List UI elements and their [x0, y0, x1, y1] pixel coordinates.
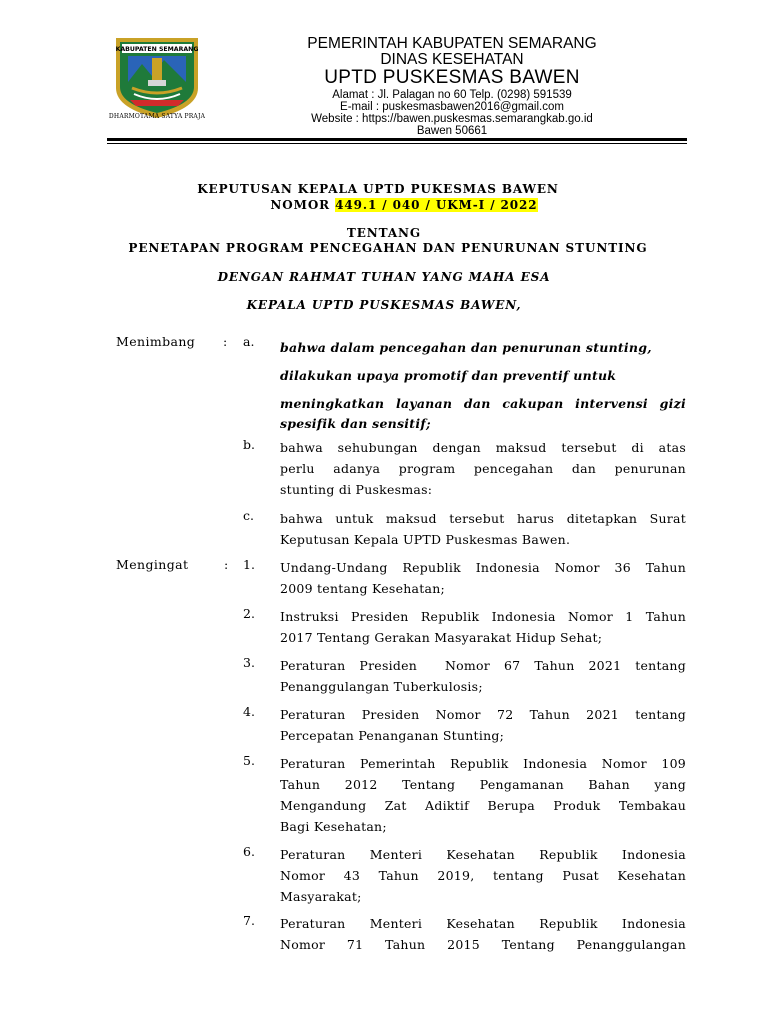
government-name: PEMERINTAH KABUPATEN SEMARANG [307, 35, 597, 52]
header-rule-thick [107, 138, 687, 141]
remembering-marker-4: 4. [243, 704, 255, 719]
remembering-item-4: Peraturan Presiden Nomor 72 Tahun 2021 tentang Percepatan Penanganan Stunting; [280, 707, 686, 743]
considering-item-a: bahwa dalam pencegahan dan penurunan stunting, dilakukan upaya promotif dan preventif untuk meningkatkan layanan dan cakupan intervensi gizi spesifik dan sensitif; [280, 340, 686, 431]
decree-title: KEPUTUSAN KEPALA UPTD PUKESMAS BAWEN [197, 182, 559, 196]
number-value: 449.1 / 040 / UKM-I / 2022 [335, 198, 538, 212]
considering-colon: : [223, 334, 228, 349]
logo-caption: KABUPATEN SEMARANG [115, 46, 199, 53]
website: Website : https://bawen.puskesmas.semarangkab.go.id [311, 113, 593, 125]
number-label: NOMOR [270, 198, 331, 212]
remembering-marker-7: 7. [243, 913, 255, 928]
considering-marker-c: c. [243, 508, 254, 523]
decree-subject: PENETAPAN PROGRAM PENCEGAHAN DAN PENURUNAN STUNTING [128, 241, 648, 255]
grace-line: DENGAN RAHMAT TUHAN YANG MAHA ESA [217, 270, 551, 284]
unit-name: UPTD PUSKESMAS BAWEN [324, 67, 580, 88]
considering-item-b: bahwa sehubungan dengan maksud tersebut di atas perlu adanya program pencegahan dan penurunan stunting di Puskesmas: [280, 440, 686, 497]
considering-label: Menimbang [116, 334, 196, 349]
motto: DHARMOTAMA SATYA PRAJA [108, 113, 206, 120]
remembering-item-7: Peraturan Menteri Kesehatan Republik Indonesia Nomor 71 Tahun 2015 Tentang Penanggulangan [280, 916, 686, 952]
considering-marker-b: b. [243, 437, 255, 452]
remembering-label: Mengingat [116, 557, 189, 572]
remembering-marker-1: 1. [243, 557, 255, 572]
remembering-item-2: Instruksi Presiden Republik Indonesia Nomor 1 Tahun 2017 Tentang Gerakan Masyarakat Hidup Sehat; [280, 609, 686, 645]
regency-logo [112, 36, 202, 120]
department-name: DINAS KESEHATAN [380, 51, 524, 68]
remembering-item-3: Peraturan Presiden Nomor 67 Tahun 2021 tentang Penanggulangan Tuberkulosis; [280, 658, 686, 694]
remembering-marker-5: 5. [243, 753, 255, 768]
email: E-mail : puskesmasbawen2016@gmail.com [340, 101, 564, 113]
remembering-marker-3: 3. [243, 655, 255, 670]
address: Alamat : Jl. Palagan no 60 Telp. (0298) 591539 [332, 89, 572, 101]
decree-number [20, 198, 768, 212]
postal-code: Bawen 50661 [416, 125, 488, 137]
about-label: TENTANG [346, 226, 422, 240]
remembering-item-5: Peraturan Pemerintah Republik Indonesia Nomor 109 Tahun 2012 Tentang Pengamanan Bahan yang Mengandung Zat Adiktif Berupa Produk Tembakau Bagi Kesehatan; [280, 756, 686, 834]
remembering-item-6: Peraturan Menteri Kesehatan Republik Indonesia Nomor 43 Tahun 2019, tentang Pusat Kesehatan Masyarakat; [280, 847, 686, 904]
remembering-colon: : [224, 557, 229, 572]
considering-item-c: bahwa untuk maksud tersebut harus ditetapkan Surat Keputusan Kepala UPTD Puskesmas Bawen. [280, 511, 686, 547]
head-line: KEPALA UPTD PUSKESMAS BAWEN, [246, 298, 522, 312]
considering-marker-a: a. [243, 334, 255, 349]
remembering-marker-6: 6. [243, 844, 255, 859]
remembering-marker-2: 2. [243, 606, 255, 621]
remembering-item-1: Undang-Undang Republik Indonesia Nomor 36 Tahun 2009 tentang Kesehatan; [280, 560, 686, 596]
header-rule-thin [107, 143, 687, 144]
